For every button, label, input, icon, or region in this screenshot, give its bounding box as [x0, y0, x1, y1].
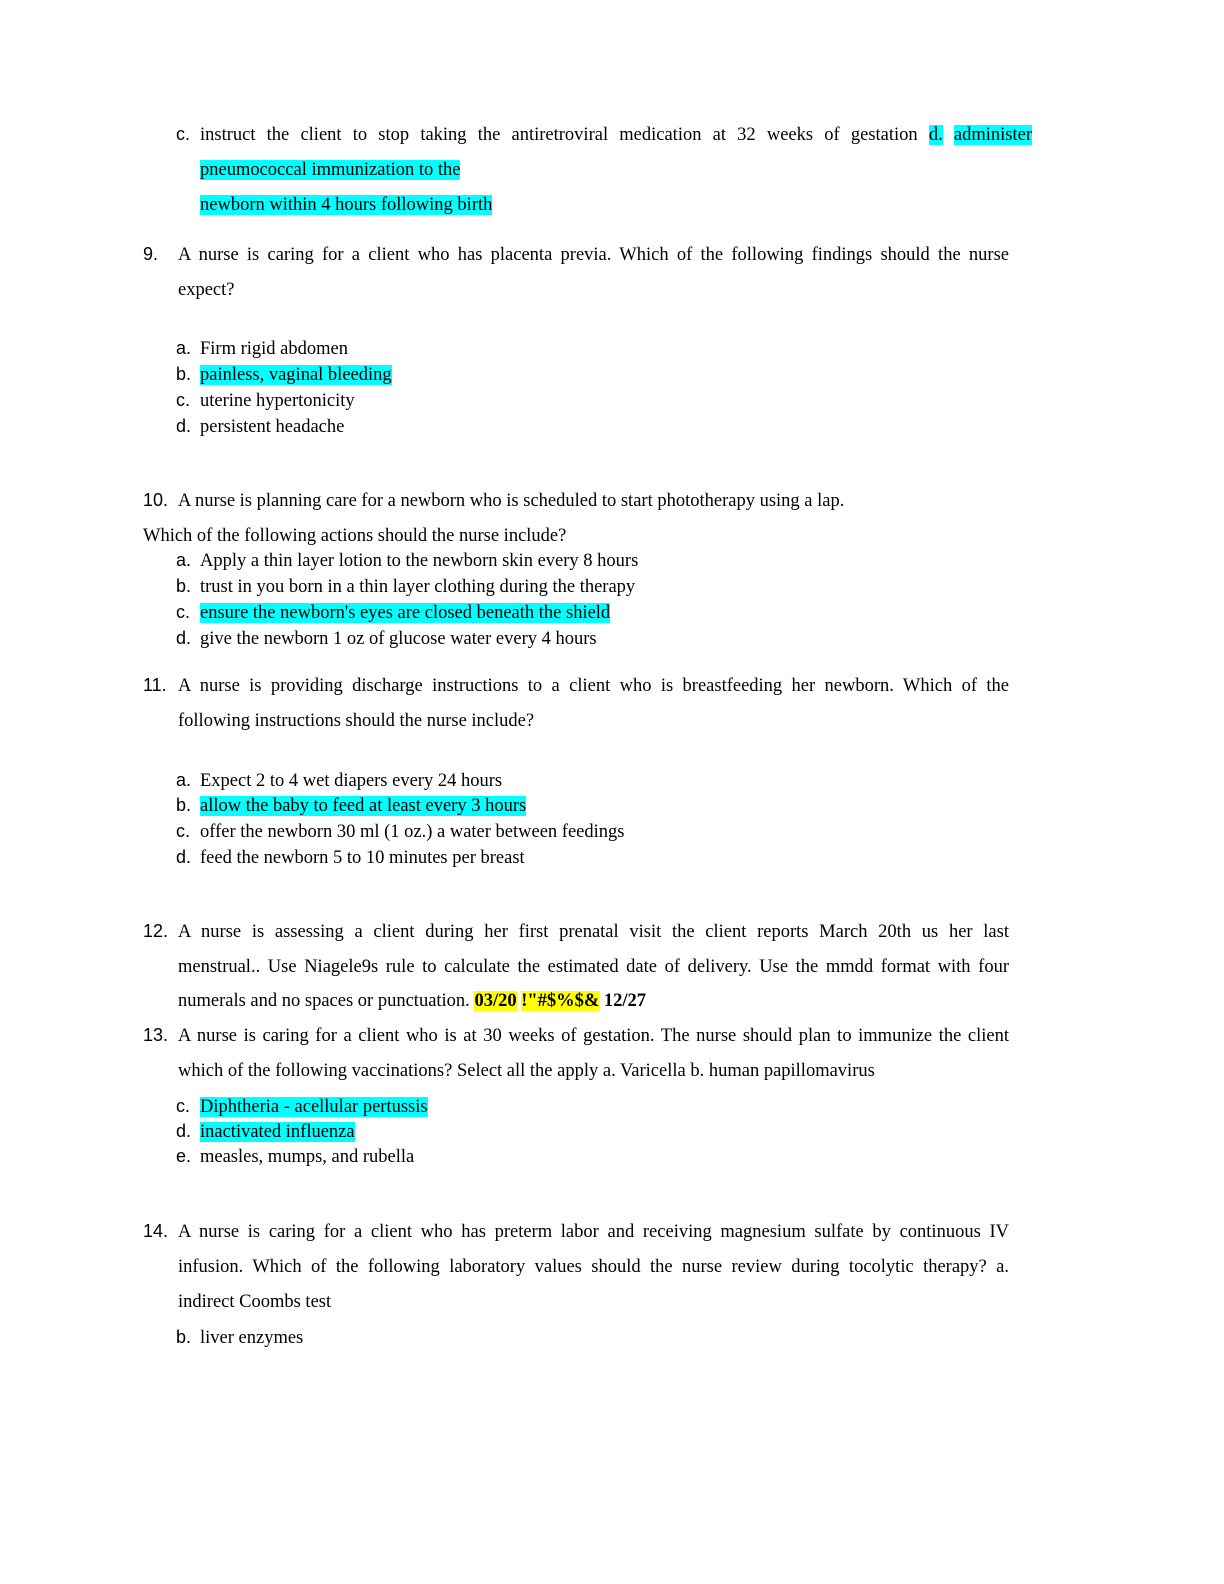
answer-option — [200, 363, 392, 387]
answer-text: painless, vaginal bleeding — [200, 365, 392, 385]
option-label: b. — [176, 364, 192, 384]
question-text: A nurse is providing discharge instructions to a client who is breastfeeding her newborn. Which of the — [178, 676, 1009, 696]
answer-option — [200, 1095, 428, 1119]
question-number: 14. — [143, 1221, 169, 1241]
question-number: 10. — [143, 490, 169, 510]
question-number: 9. — [143, 244, 159, 264]
answer-d-text: administer — [953, 125, 1032, 145]
question-text: Which of the following actions should the nurse include? — [143, 526, 567, 546]
answer-date-start: 03/20 — [474, 991, 517, 1011]
option-text: Expect 2 to 4 wet diapers every 24 hours — [200, 771, 503, 791]
option-text: instruct the client to stop taking the antiretroviral medication at 32 weeks of gestation — [200, 125, 918, 145]
option-label: a. — [176, 550, 192, 570]
option-label: d. — [176, 628, 192, 648]
option-text: measles, mumps, and rubella — [200, 1147, 415, 1167]
option-label: c. — [176, 390, 191, 410]
answer-date-end: 12/27 — [603, 991, 647, 1011]
question-number: 12. — [143, 921, 169, 941]
answer-text: ensure the newborn's eyes are closed beneath the shield — [200, 603, 611, 623]
answer-option — [200, 1120, 355, 1144]
question-number: 13. — [143, 1025, 169, 1045]
question-number: 11. — [143, 675, 167, 695]
option-label: e. — [176, 1146, 192, 1166]
option-text: persistent headache — [200, 417, 345, 437]
answer-d-label: d. — [928, 125, 943, 145]
option-text: uterine hypertonicity — [200, 391, 355, 411]
option-label: b. — [176, 576, 192, 596]
question-text: indirect Coombs test — [178, 1292, 332, 1312]
option-text: offer the newborn 30 ml (1 oz.) a water between feedings — [200, 822, 625, 842]
question-text: A nurse is caring for a client who has placenta previa. Which of the following findings should the nurse — [178, 245, 1009, 265]
option-label: c. — [176, 124, 191, 144]
option-label: d. — [176, 416, 192, 436]
option-label: b. — [176, 1327, 192, 1347]
answer-text: Diphtheria - acellular pertussis — [200, 1097, 428, 1117]
option-text: Apply a thin layer lotion to the newborn skin every 8 hours — [200, 551, 639, 571]
question-text: A nurse is assessing a client during her first prenatal visit the client reports March 20th us her last — [178, 922, 1009, 942]
question-text: which of the following vaccinations? Select all the apply a. Varicella b. human papillomavirus — [178, 1061, 875, 1081]
answer-garbled: !"#$%$& — [521, 991, 600, 1011]
option-label: c. — [176, 602, 191, 622]
question-text: following instructions should the nurse include? — [178, 711, 535, 731]
question-text: infusion. Which of the following laboratory values should the nurse review during tocolytic therapy? a. — [178, 1257, 1009, 1277]
option-text: trust in you born in a thin layer clothing during the therapy — [200, 577, 636, 597]
answer-text: pneumococcal immunization to the — [200, 160, 461, 180]
option-label: d. — [176, 847, 192, 867]
option-label: a. — [176, 338, 192, 358]
question-text: numerals and no spaces or punctuation. — [178, 991, 470, 1011]
answer-option — [200, 601, 610, 625]
answer-text: inactivated influenza — [200, 1122, 355, 1142]
option-label: c. — [176, 821, 191, 841]
option-c-line — [200, 123, 1032, 147]
answer-text: allow the baby to feed at least every 3 hours — [200, 796, 527, 816]
option-label: b. — [176, 795, 192, 815]
option-label: d. — [176, 1121, 192, 1141]
answer-d-line — [200, 158, 460, 182]
question-text: expect? — [178, 280, 235, 300]
option-text: liver enzymes — [200, 1328, 304, 1348]
option-text: feed the newborn 5 to 10 minutes per breast — [200, 848, 525, 868]
question-text-with-answer — [178, 989, 646, 1013]
question-text: menstrual.. Use Niagele9s rule to calculate the estimated date of delivery. Use the mmdd format with four — [178, 957, 1009, 977]
question-text: A nurse is planning care for a newborn who is scheduled to start phototherapy using a lap. — [178, 491, 845, 511]
option-text: give the newborn 1 oz of glucose water every 4 hours — [200, 629, 597, 649]
option-label: c. — [176, 1096, 191, 1116]
question-text: A nurse is caring for a client who has preterm labor and receiving magnesium sulfate by continuous IV — [178, 1222, 1009, 1242]
answer-d-line — [200, 193, 492, 217]
option-text: Firm rigid abdomen — [200, 339, 348, 359]
answer-text: newborn within 4 hours following birth — [200, 195, 493, 215]
answer-option — [200, 794, 526, 818]
option-label: a. — [176, 770, 192, 790]
question-text: A nurse is caring for a client who is at 30 weeks of gestation. The nurse should plan to immunize the client — [178, 1026, 1009, 1046]
